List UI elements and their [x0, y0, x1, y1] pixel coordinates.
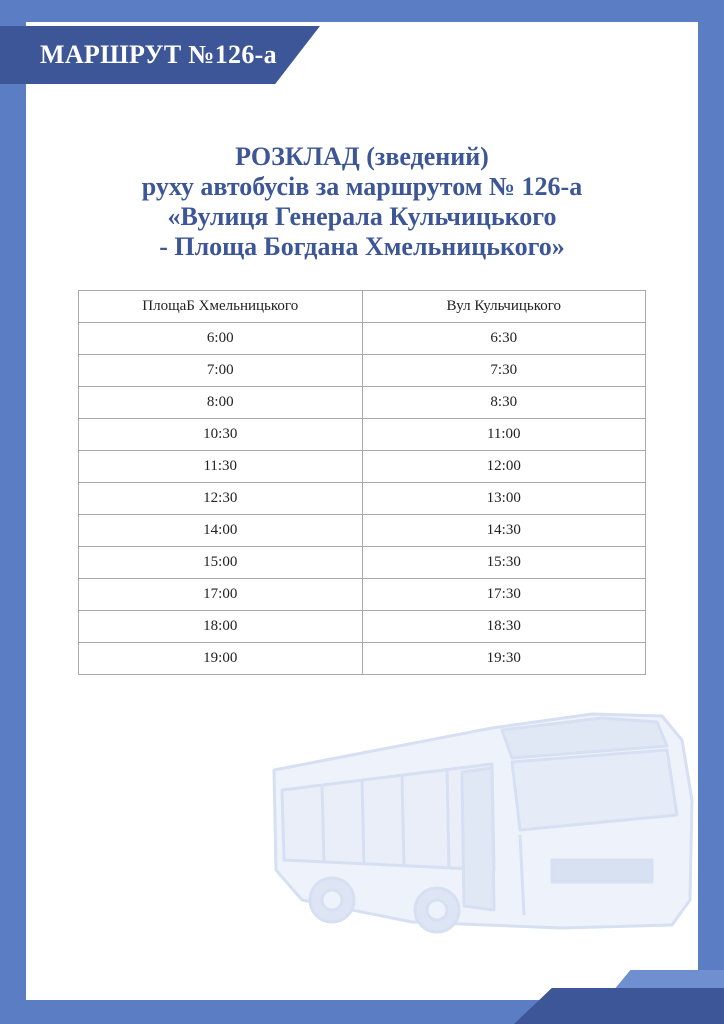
return-time: 18:30: [362, 611, 646, 643]
table-row: [79, 355, 646, 387]
return-time: 11:00: [362, 419, 646, 451]
column-header-to: Вул Кульчицького: [362, 291, 646, 323]
departure-time: 19:00: [79, 643, 363, 675]
return-time: 7:30: [362, 355, 646, 387]
table-row: [79, 547, 646, 579]
return-time: 6:30: [362, 323, 646, 355]
departure-time: 12:30: [79, 483, 363, 515]
schedule-table: [78, 290, 646, 675]
departure-time: 10:30: [79, 419, 363, 451]
return-time: 19:30: [362, 643, 646, 675]
return-time: 8:30: [362, 387, 646, 419]
route-banner-label: МАРШРУТ №126-а: [40, 40, 277, 69]
departure-time: 6:00: [79, 323, 363, 355]
column-header-from: ПлощаБ Хмельницького: [79, 291, 363, 323]
return-time: 12:00: [362, 451, 646, 483]
departure-time: 15:00: [79, 547, 363, 579]
return-time: 17:30: [362, 579, 646, 611]
title-line-2: руху автобусів за маршрутом № 126-а: [141, 172, 583, 201]
departure-time: 18:00: [79, 611, 363, 643]
table-header-row: [79, 291, 646, 323]
departure-time: 7:00: [79, 355, 363, 387]
departure-time: 17:00: [79, 579, 363, 611]
return-time: 15:30: [362, 547, 646, 579]
return-time: 14:30: [362, 515, 646, 547]
table-row: [79, 515, 646, 547]
table-row: [79, 419, 646, 451]
departure-time: 8:00: [79, 387, 363, 419]
departure-time: 14:00: [79, 515, 363, 547]
table-row: [79, 643, 646, 675]
table-row: [79, 579, 646, 611]
schedule-title: [0, 142, 724, 262]
table-row: [79, 323, 646, 355]
title-line-1: РОЗКЛАД (зведений): [235, 142, 489, 171]
table-row: [79, 451, 646, 483]
departure-time: 11:30: [79, 451, 363, 483]
table-row: [79, 611, 646, 643]
bus-icon: [262, 700, 702, 950]
return-time: 13:00: [362, 483, 646, 515]
title-line-3: «Вулиця Генерала Кульчицького: [167, 202, 557, 231]
title-line-4: - Площа Богдана Хмельницького»: [159, 232, 565, 261]
table-row: [79, 483, 646, 515]
table-row: [79, 387, 646, 419]
